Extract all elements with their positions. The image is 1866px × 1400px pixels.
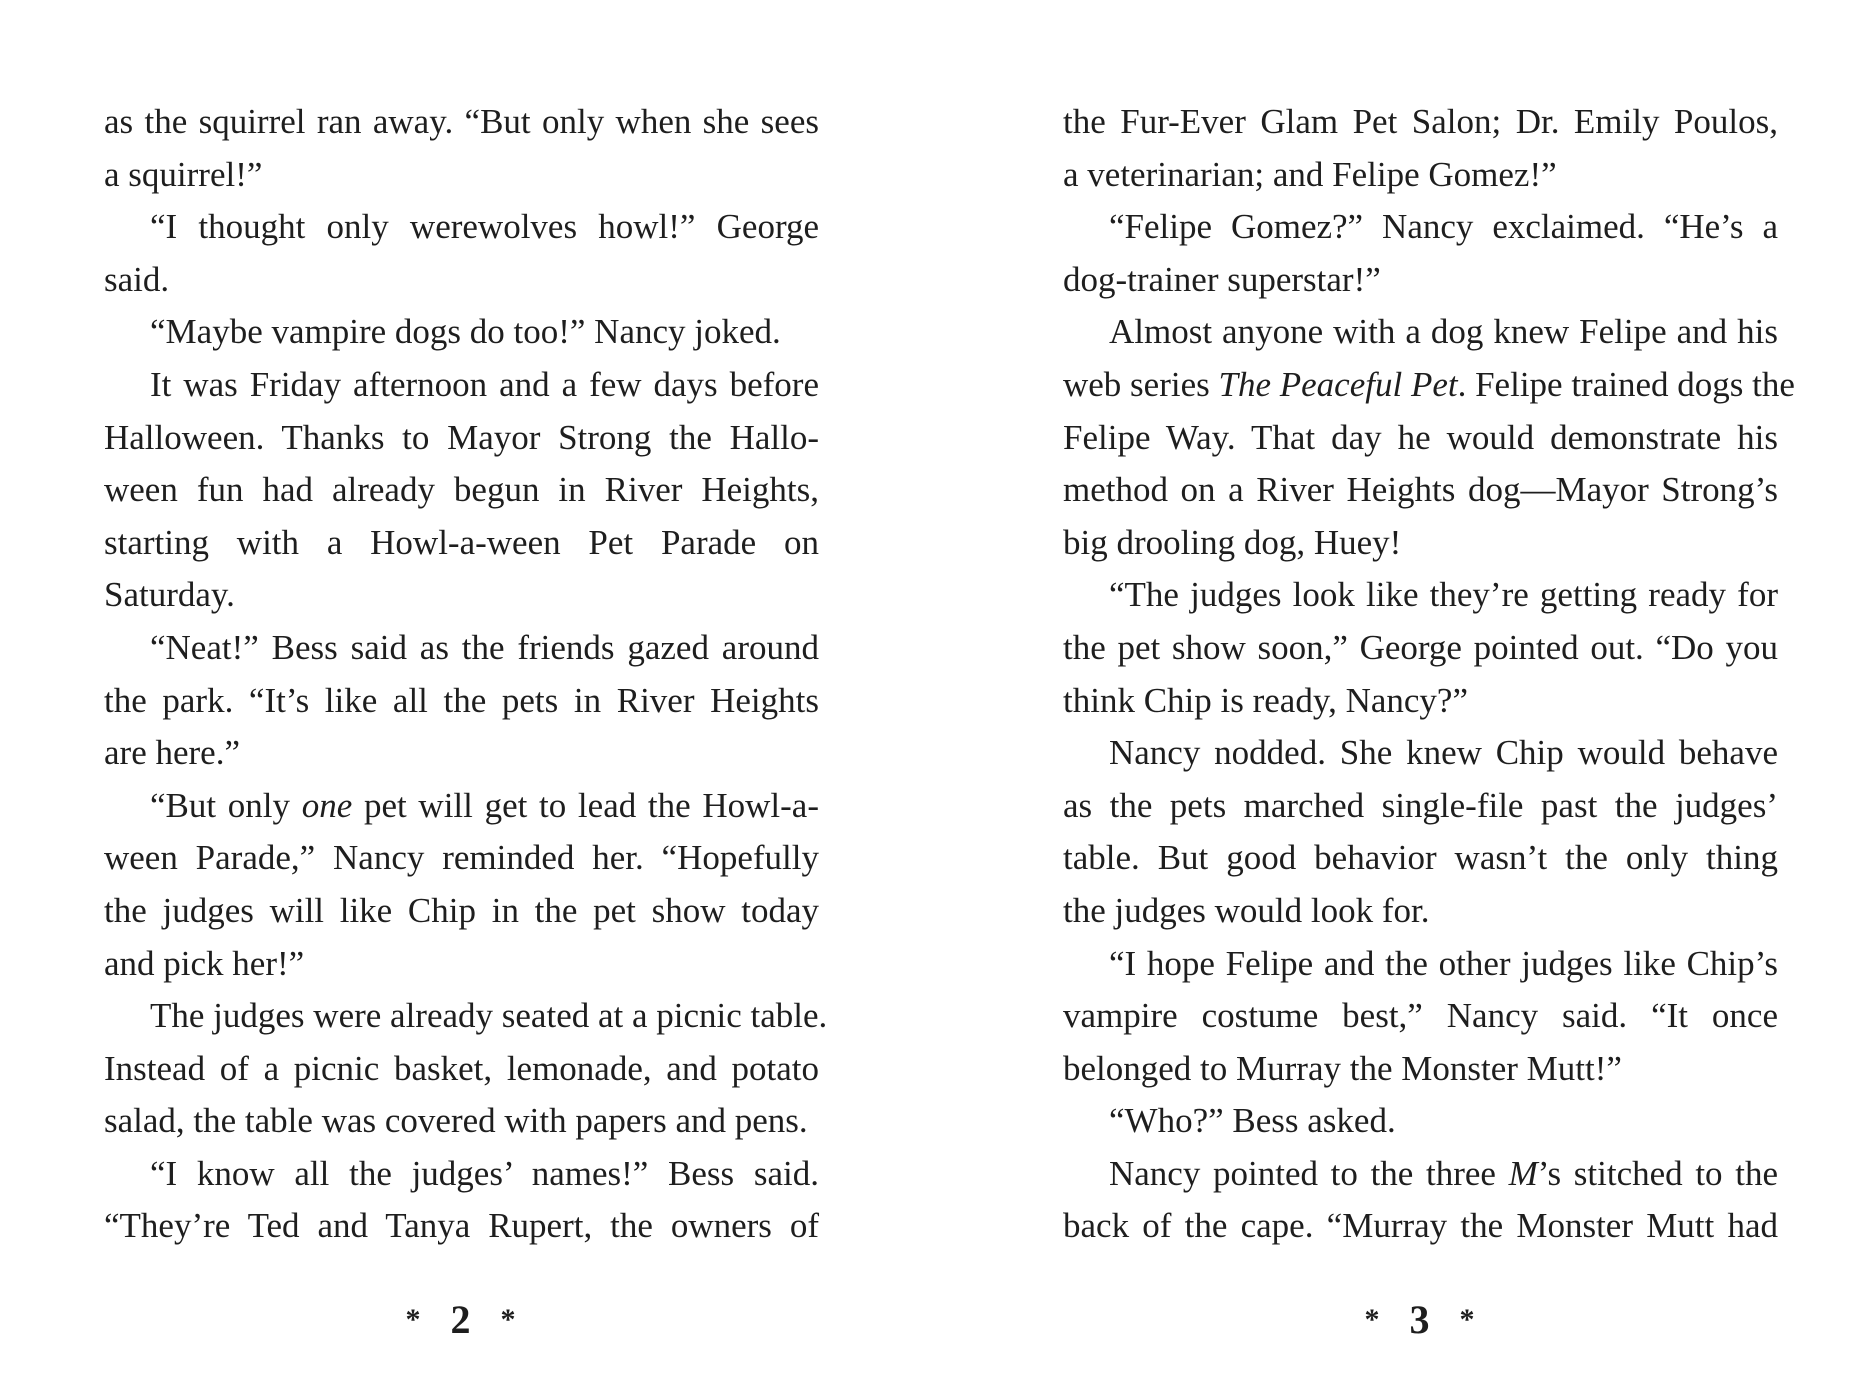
- text-line: ween Parade,” Nancy reminded her. “Hopefully: [104, 838, 819, 878]
- text-line: The judges were already seated at a picnic table.: [150, 996, 828, 1036]
- text-line: method on a River Heights dog—Mayor Strong’s: [1063, 470, 1778, 510]
- text-run: ’s stitched to the: [1537, 1153, 1778, 1193]
- folio-ornament: *: [405, 1303, 423, 1336]
- text-run: web series: [1063, 364, 1219, 404]
- text-line: a veterinarian; and Felipe Gomez!”: [1063, 154, 1557, 194]
- emphasis-text: M: [1508, 1153, 1538, 1193]
- folio-ornament: *: [500, 1303, 518, 1336]
- text-line: “I know all the judges’ names!” Bess said.: [150, 1153, 819, 1193]
- text-line: [1063, 1148, 1778, 1201]
- text-line: belonged to Murray the Monster Mutt!”: [1063, 1048, 1622, 1088]
- text-line: vampire costume best,” Nancy said. “It once: [1063, 996, 1778, 1036]
- folio-ornament: *: [1459, 1303, 1477, 1336]
- text-line: “Felipe Gomez?” Nancy exclaimed. “He’s a: [1109, 207, 1778, 247]
- text-line: the pet show soon,” George pointed out. “Do you: [1063, 627, 1778, 667]
- text-line: “Maybe vampire dogs do too!” Nancy joked.: [150, 312, 781, 352]
- text-line: “They’re Ted and Tanya Rupert, the owners of: [104, 1206, 819, 1246]
- text-line: It was Friday afternoon and a few days before: [150, 364, 819, 404]
- text-line: “I hope Felipe and the other judges like Chip’s: [1109, 943, 1778, 983]
- text-line: [104, 780, 819, 833]
- page-number-left: [104, 1296, 819, 1343]
- text-line: said.: [104, 259, 170, 299]
- text-line: the Fur-Ever Glam Pet Salon; Dr. Emily Poulos,: [1063, 102, 1778, 141]
- text-run: . Felipe trained dogs the: [1457, 364, 1795, 404]
- left-page-text: [104, 96, 828, 1253]
- text-line: as the squirrel ran away. “But only when she sees: [104, 102, 819, 141]
- text-line: Nancy nodded. She knew Chip would behave: [1109, 733, 1778, 773]
- text-line: are here.”: [104, 733, 240, 773]
- text-line: dog-trainer superstar!”: [1063, 259, 1381, 299]
- folio-ornament: *: [1364, 1303, 1382, 1336]
- page-number-right: [1063, 1296, 1778, 1343]
- text-line: big drooling dog, Huey!: [1063, 522, 1402, 562]
- text-line: table. But good behavior wasn’t the only thing: [1063, 838, 1778, 878]
- text-line: Almost anyone with a dog knew Felipe and his: [1109, 312, 1778, 352]
- text-run: Nancy pointed to the three: [1109, 1153, 1509, 1193]
- text-line: think Chip is ready, Nancy?”: [1063, 680, 1468, 720]
- text-line: “Who?” Bess asked.: [1109, 1101, 1396, 1141]
- text-line: the judges would look for.: [1063, 890, 1430, 930]
- right-page-text: [1063, 96, 1795, 1253]
- text-line: a squirrel!”: [104, 154, 263, 194]
- text-run: “But only: [150, 785, 302, 825]
- text-line: the park. “It’s like all the pets in River Heights: [104, 680, 819, 720]
- series-title: The Peaceful Pet: [1218, 364, 1458, 404]
- page-number: 3: [1409, 1297, 1432, 1342]
- text-line: back of the cape. “Murray the Monster Mutt had: [1063, 1206, 1778, 1246]
- text-line: ween fun had already begun in River Heights,: [104, 470, 819, 510]
- text-line: as the pets marched single-file past the judges’: [1063, 785, 1778, 825]
- text-run: pet will get to lead the Howl-a-: [363, 785, 819, 825]
- text-line: the judges will like Chip in the pet show today: [104, 890, 819, 930]
- text-line: “The judges look like they’re getting ready for: [1109, 575, 1778, 615]
- text-line: starting with a Howl-a-ween Pet Parade on: [104, 522, 819, 562]
- text-line: Felipe Way. That day he would demonstrate his: [1063, 417, 1778, 457]
- text-line: “Neat!” Bess said as the friends gazed around: [150, 627, 819, 667]
- emphasis-text: one: [301, 785, 353, 825]
- text-line: “I thought only werewolves howl!” George: [150, 207, 819, 247]
- text-line: salad, the table was covered with papers and pens.: [104, 1101, 808, 1141]
- text-line: and pick her!”: [104, 943, 305, 983]
- text-line: [1063, 359, 1795, 412]
- page-number: 2: [450, 1297, 473, 1342]
- text-line: Halloween. Thanks to Mayor Strong the Hallo-: [104, 417, 819, 457]
- text-line: Saturday.: [104, 575, 235, 615]
- text-line: Instead of a picnic basket, lemonade, and potato: [104, 1048, 819, 1088]
